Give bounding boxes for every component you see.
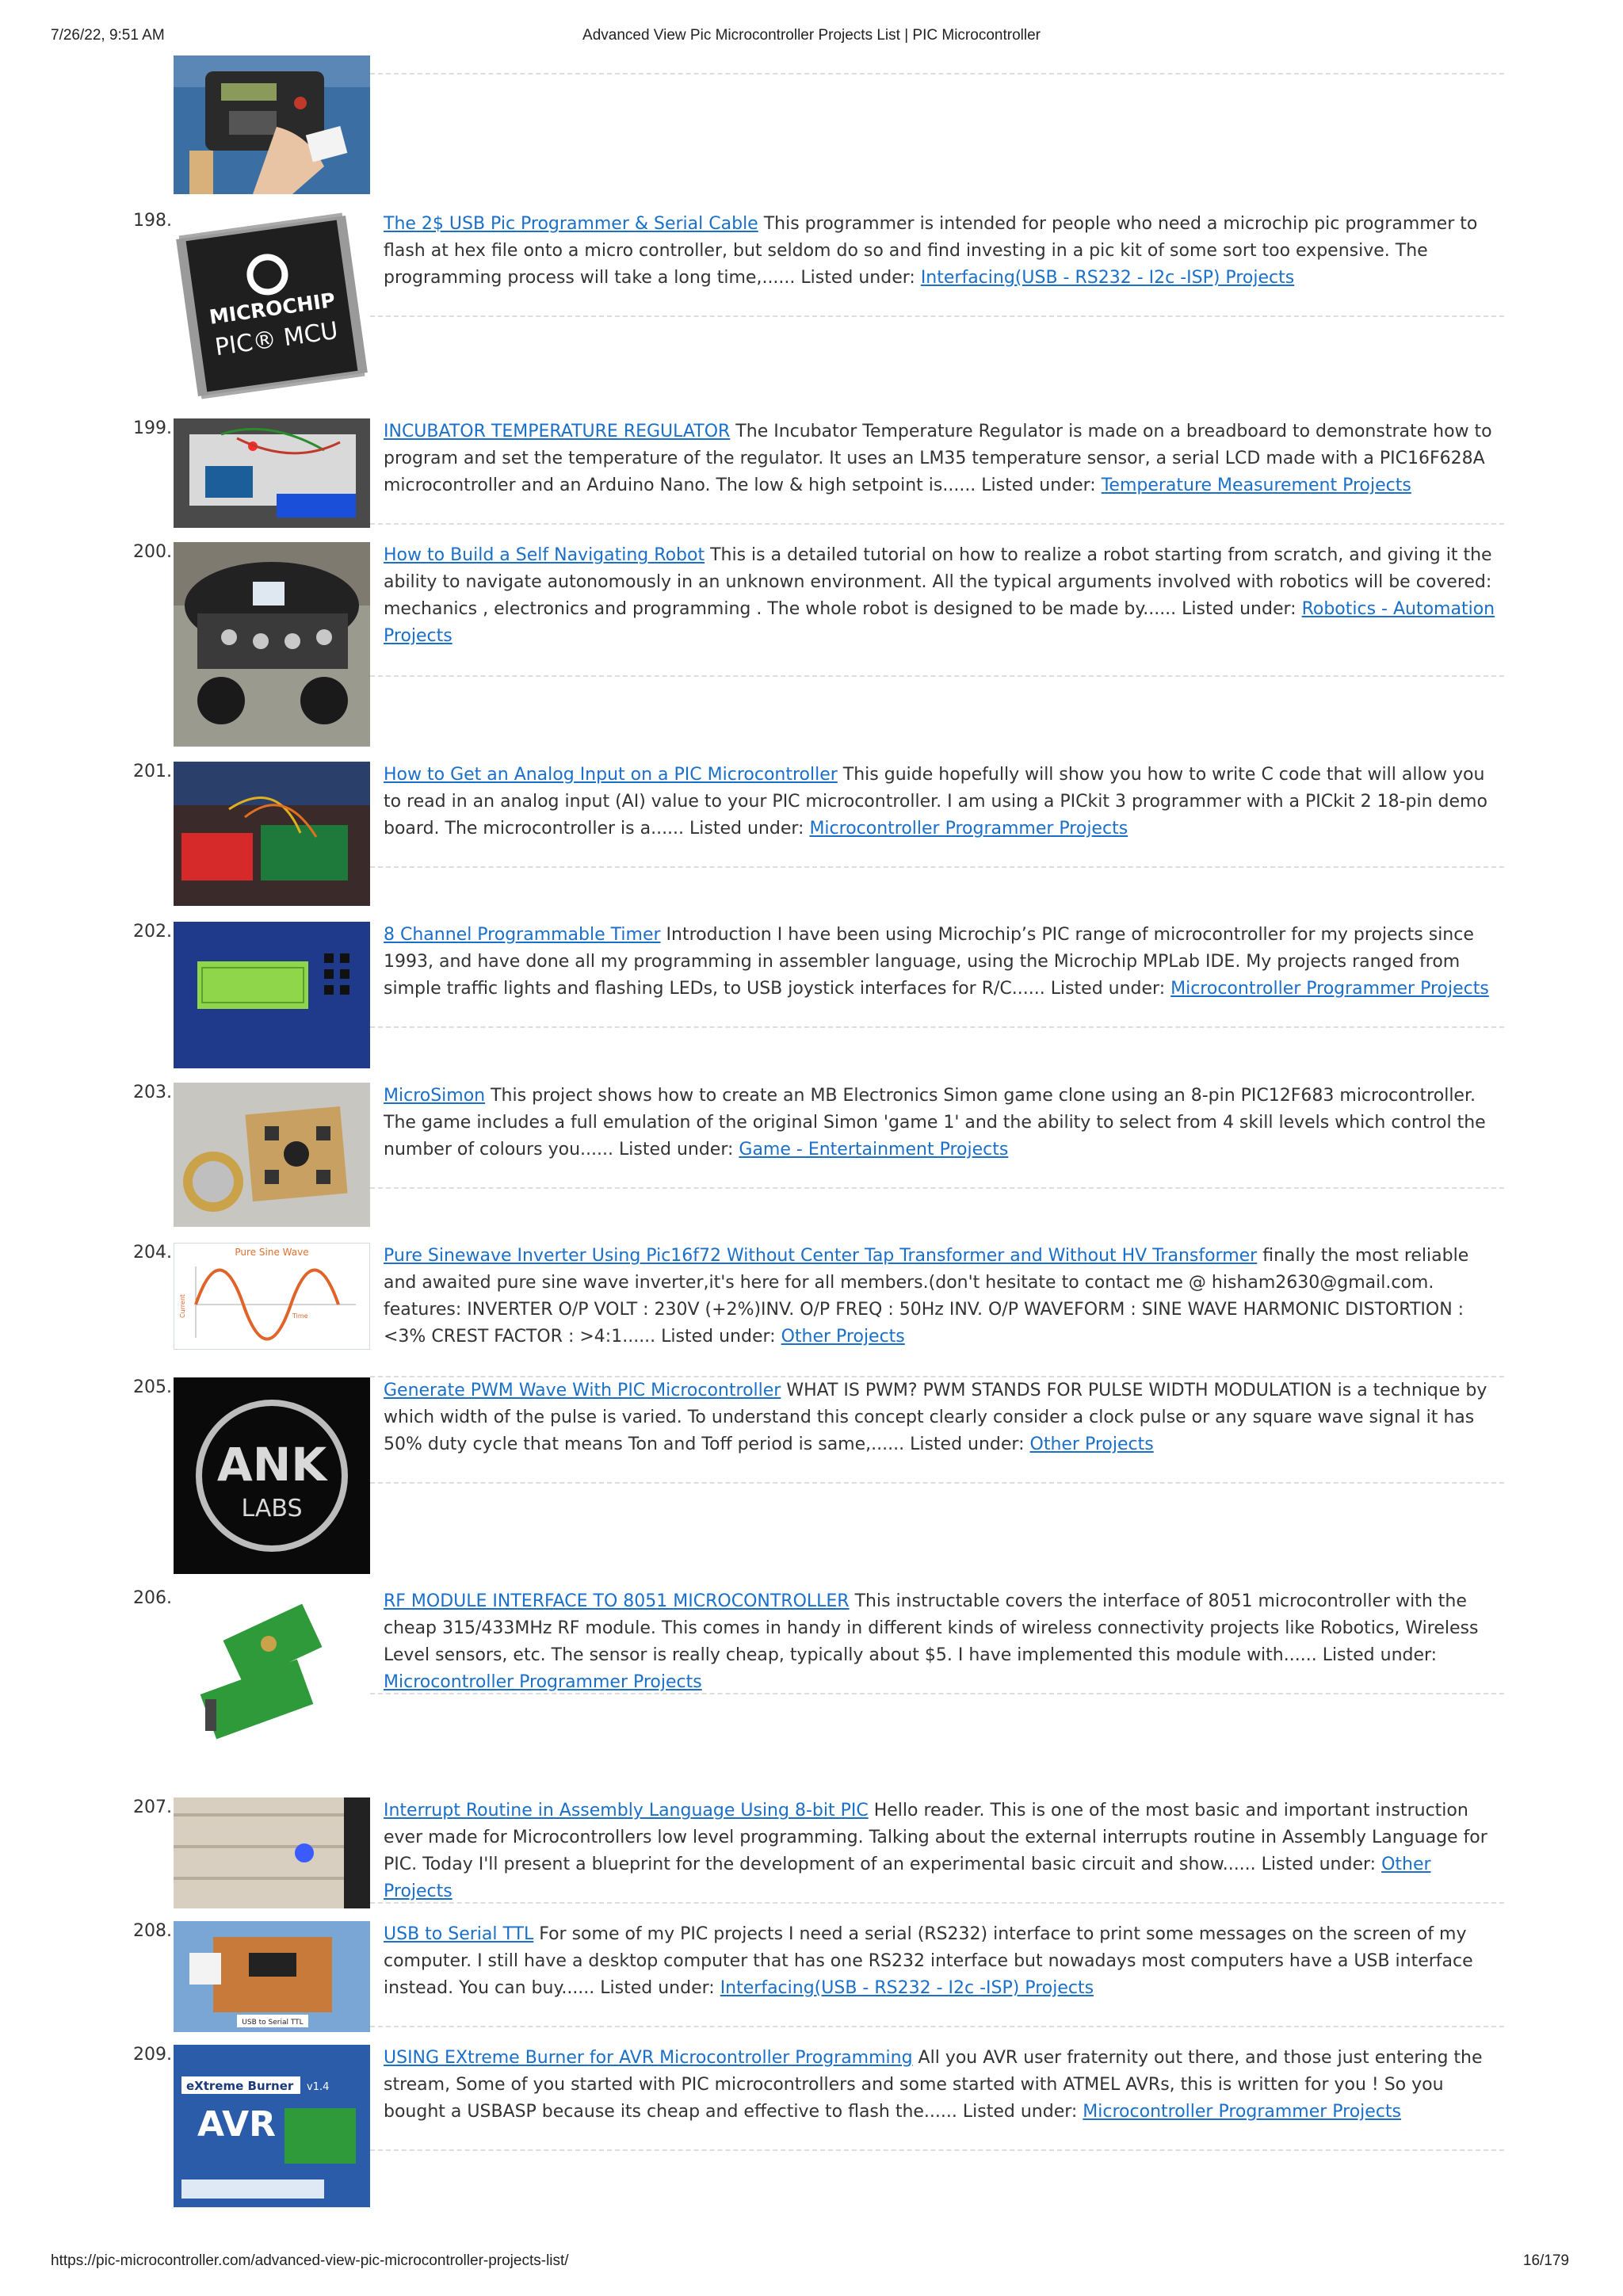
svg-text:ANK: ANK bbox=[216, 1438, 327, 1492]
print-page-title: Advanced View Pic Microcontroller Projects List | PIC Microcontroller bbox=[582, 27, 1041, 44]
separator bbox=[370, 675, 1504, 677]
separator bbox=[370, 1187, 1504, 1189]
svg-text:AVR: AVR bbox=[197, 2104, 276, 2145]
project-title-link[interactable]: MicroSimon bbox=[384, 1086, 486, 1106]
project-number: 200. bbox=[133, 542, 172, 562]
project-category-link[interactable]: Other Projects bbox=[781, 1327, 905, 1347]
separator bbox=[370, 1026, 1504, 1028]
microchip-pic-mcu-image bbox=[174, 211, 370, 401]
svg-text:MICROCHIP: MICROCHIP bbox=[208, 288, 337, 329]
project-category-link[interactable]: Other Projects bbox=[1029, 1435, 1154, 1454]
svg-text:USB to Serial TTL: USB to Serial TTL bbox=[242, 2019, 304, 2027]
svg-text:Current: Current bbox=[179, 1293, 186, 1319]
project-number: 204. bbox=[133, 1243, 172, 1263]
project-number: 202. bbox=[133, 922, 172, 942]
project-number: 198. bbox=[133, 211, 172, 231]
project-description: Interrupt Routine in Assembly Language Using 8-bit PIC Hello reader. This is one of the most basic and important instruction ever made for Microcontrollers low level programming. Talking about the external interrupts routine in Assembly Language for PIC. Today I'll present a blueprint for the development of an experimental basic circuit and show...... Listed under: Other Projects bbox=[384, 1801, 1487, 1901]
separator bbox=[370, 315, 1504, 317]
svg-text:Pure Sine Wave: Pure Sine Wave bbox=[235, 1247, 309, 1258]
svg-text:LABS: LABS bbox=[241, 1495, 303, 1522]
project-category-link[interactable]: Microcontroller Programmer Projects bbox=[1170, 979, 1489, 999]
project-title-link[interactable]: USB to Serial TTL bbox=[384, 1924, 534, 1944]
self-navigating-robot-image bbox=[174, 542, 370, 747]
separator bbox=[370, 866, 1504, 868]
project-description: Pure Sinewave Inverter Using Pic16f72 Without Center Tap Transformer and Without HV Transformer finally the most reliable and awaited pure sine wave inverter,it's here for all members.(don't hesitate to contact me @ hisham2630@gmail.com. features: INVERTER O/P VOLT : 230V (+2%)INV. O/P FREQ : 50Hz INV. O/P WAVEFORM : SINE WAVE HARMONIC DISTORTION : <3% CREST FACTOR : >4:1...... Listed under: Other Projects bbox=[384, 1246, 1469, 1347]
project-description: The 2$ USB Pic Programmer & Serial Cable This programmer is intended for people who need a microchip pic programmer to flash at hex file onto a micro controller, but seldom do so and find investing in a pic kit of some sort too expensive. The programming process will take a long time,...... Listed under: Interfacing(USB - RS232 - I2c -ISP) Projects bbox=[384, 214, 1478, 288]
print-page-number: 16/179 bbox=[1522, 2252, 1569, 2269]
project-description: 8 Channel Programmable Timer Introduction I have been using Microchip’s PIC range of microcontroller for my projects since 1993, and have done all my programming in assembler language, using the Microchip MPLab IDE. My projects ranged from simple traffic lights and flashing LEDs, to USB joystick interfaces for R/C...... Listed under: Microcontroller Programmer Projects bbox=[384, 925, 1489, 999]
project-number: 207. bbox=[133, 1797, 172, 1817]
separator bbox=[370, 2026, 1504, 2027]
ank-labs-logo-image bbox=[174, 1377, 370, 1574]
project-title-link[interactable]: USING EXtreme Burner for AVR Microcontroller Programming bbox=[384, 2048, 913, 2068]
svg-text:v1.4: v1.4 bbox=[307, 2081, 330, 2093]
project-description: USING EXtreme Burner for AVR Microcontroller Programming All you AVR user fraternity out there, and those just entering the stream, Some of you started with PIC microcontrollers and some started with ATMEL AVRs, this is written for you ! So you bought a USBASP because its cheap and effective to flash the...... Listed under: Microcontroller Programmer Projects bbox=[384, 2048, 1483, 2122]
svg-text:PIC® MCU: PIC® MCU bbox=[213, 316, 340, 362]
project-category-link[interactable]: Other Projects bbox=[384, 1855, 1431, 1901]
project-title-link[interactable]: Generate PWM Wave With PIC Microcontroller bbox=[384, 1381, 781, 1400]
separator bbox=[370, 1693, 1504, 1694]
project-title-link[interactable]: INCUBATOR TEMPERATURE REGULATOR bbox=[384, 422, 731, 441]
microsimon-pcb-image bbox=[174, 1083, 370, 1227]
project-title-link[interactable]: Interrupt Routine in Assembly Language Using 8-bit PIC bbox=[384, 1801, 869, 1820]
separator bbox=[370, 1482, 1504, 1484]
project-number: 206. bbox=[133, 1588, 172, 1608]
svg-text:eXtreme Burner: eXtreme Burner bbox=[186, 2079, 294, 2093]
usb-serial-ttl-image bbox=[174, 1921, 370, 2032]
svg-text:Time: Time bbox=[292, 1312, 308, 1320]
project-description: RF MODULE INTERFACE TO 8051 MICROCONTROLLER This instructable covers the interface of 8051 microcontroller with the cheap 315/433MHz RF module. This comes in handy in different kinds of wireless connectivity projects like Robotics, Wireless Level sensors, etc. The sensor is really cheap, typically about $5. I have implemented this module with...... Listed under: Microcontroller Programmer Projects bbox=[384, 1591, 1479, 1692]
project-description: MicroSimon This project shows how to create an MB Electronics Simon game clone using an 8-pin PIC12F683 microcontroller. The game includes a full emulation of the original Simon 'game 1' and the ability to select from 4 skill levels which control the number of colours you...... Listed under: Game - Entertainment Projects bbox=[384, 1086, 1486, 1159]
print-date: 7/26/22, 9:51 AM bbox=[51, 27, 165, 44]
project-title-link[interactable]: How to Build a Self Navigating Robot bbox=[384, 545, 705, 565]
project-description: Generate PWM Wave With PIC Microcontroller WHAT IS PWM? PWM STANDS FOR PULSE WIDTH MODULATION is a technique by which width of the pulse is varied. To understand this concept clearly consider a clock pulse or any square wave signal it has 50% duty cycle that means Ton and Toff period is same,...... Listed under: Other Projects bbox=[384, 1381, 1487, 1454]
project-category-link[interactable]: Game - Entertainment Projects bbox=[739, 1140, 1009, 1159]
project-number: 209. bbox=[133, 2045, 172, 2065]
programmable-timer-image bbox=[174, 922, 370, 1068]
separator bbox=[370, 1902, 1504, 1904]
project-description: USB to Serial TTL For some of my PIC projects I need a serial (RS232) interface to print some messages on the screen of my computer. I still have a desktop computer that has one RS232 interface but nowadays most computers have a USB interface instead. You can buy...... Listed under: Interfacing(USB - RS232 - I2c -ISP) Projects bbox=[384, 1924, 1473, 1998]
separator bbox=[370, 523, 1504, 525]
project-number: 199. bbox=[133, 418, 172, 438]
project-description: How to Get an Analog Input on a PIC Microcontroller This guide hopefully will show you how to write C code that will allow you to read in an analog input (AI) value to your PIC microcontroller. I am using a PICkit 3 programmer with a PICkit 2 18-pin demo board. The microcontroller is a...... Listed under: Microcontroller Programmer Projects bbox=[384, 765, 1487, 839]
project-category-link[interactable]: Microcontroller Programmer Projects bbox=[1083, 2102, 1402, 2122]
interrupt-breadboard-image bbox=[174, 1797, 370, 1908]
incubator-breadboard-image bbox=[174, 418, 370, 528]
project-description: How to Build a Self Navigating Robot This is a detailed tutorial on how to realize a robot starting from scratch, and giving it the ability to navigate autonomously in an unknown environment. All the typical arguments involved with robotics will be covered: mechanics , electronics and programming . The whole robot is designed to be made by...... Listed under: Robotics - Automation Projects bbox=[384, 545, 1495, 646]
project-number: 203. bbox=[133, 1083, 172, 1102]
pic-analog-input-board-image bbox=[174, 762, 370, 906]
project-title-link[interactable]: 8 Channel Programmable Timer bbox=[384, 925, 661, 945]
partial-thumbnail-image bbox=[174, 55, 370, 194]
extreme-burner-avr-image bbox=[174, 2045, 370, 2207]
project-number: 208. bbox=[133, 1921, 172, 1941]
rf-module-image bbox=[174, 1588, 370, 1755]
project-category-link[interactable]: Microcontroller Programmer Projects bbox=[809, 819, 1128, 839]
project-number: 205. bbox=[133, 1377, 172, 1397]
project-number: 201. bbox=[133, 762, 172, 781]
project-description: INCUBATOR TEMPERATURE REGULATOR The Incubator Temperature Regulator is made on a breadboard to demonstrate how to program and set the temperature of the regulator. It uses an LM35 temperature sensor, a serial LCD made with a PIC16F628A microcontroller and an Arduino Nano. The low & high setpoint is...... Listed under: Temperature Measurement Projects bbox=[384, 422, 1492, 495]
project-title-link[interactable]: How to Get an Analog Input on a PIC Microcontroller bbox=[384, 765, 838, 785]
project-title-link[interactable]: Pure Sinewave Inverter Using Pic16f72 Without Center Tap Transformer and Without HV Transformer bbox=[384, 1246, 1258, 1266]
print-footer-url: https://pic-microcontroller.com/advanced-view-pic-microcontroller-projects-list/ bbox=[51, 2252, 569, 2269]
pure-sine-wave-image bbox=[174, 1243, 370, 1350]
project-category-link[interactable]: Microcontroller Programmer Projects bbox=[384, 1672, 702, 1692]
project-title-link[interactable]: The 2$ USB Pic Programmer & Serial Cable bbox=[384, 214, 758, 234]
project-category-link[interactable]: Robotics - Automation Projects bbox=[384, 599, 1495, 646]
project-title-link[interactable]: RF MODULE INTERFACE TO 8051 MICROCONTROLLER bbox=[384, 1591, 850, 1611]
project-category-link[interactable]: Interfacing(USB - RS232 - I2c -ISP) Projects bbox=[920, 268, 1295, 288]
project-category-link[interactable]: Interfacing(USB - RS232 - I2c -ISP) Projects bbox=[720, 1978, 1094, 1998]
separator bbox=[370, 2149, 1504, 2151]
separator bbox=[370, 73, 1504, 74]
project-category-link[interactable]: Temperature Measurement Projects bbox=[1101, 476, 1411, 495]
